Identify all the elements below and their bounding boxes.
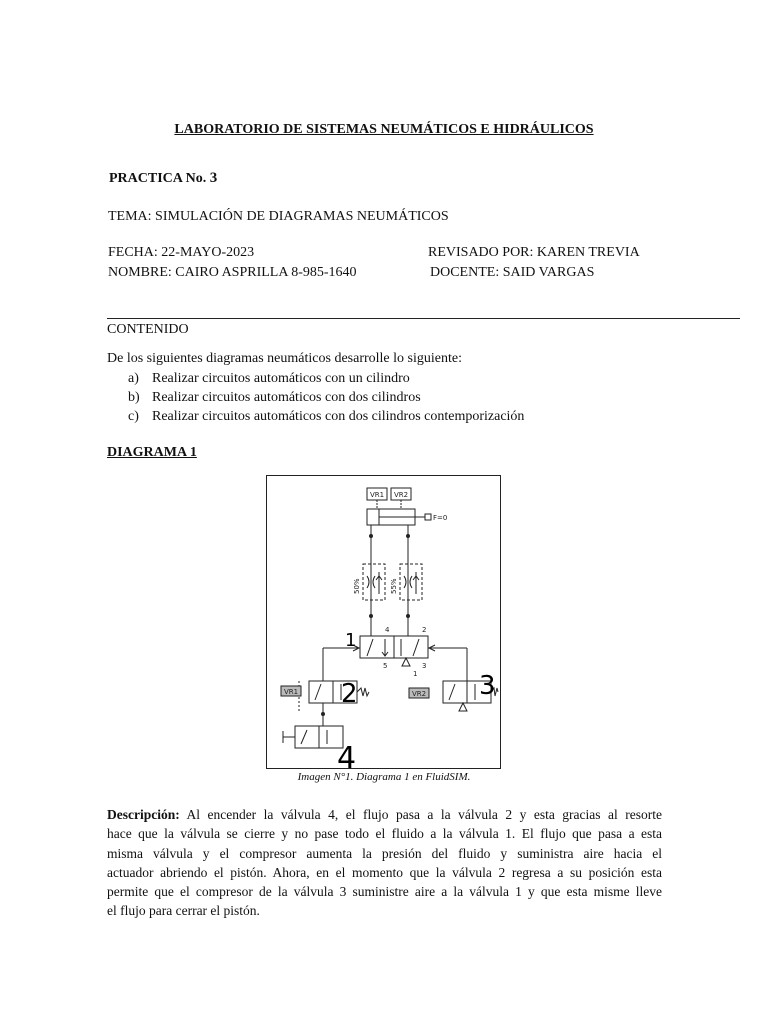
valve-2-sensor-label: VR1 bbox=[284, 688, 299, 696]
handwritten-label-4: 4 bbox=[337, 741, 357, 768]
description-label: Descripción: bbox=[107, 807, 180, 822]
list-item-text: Realizar circuitos automáticos con un cilindro bbox=[152, 371, 410, 386]
port-4-label: 4 bbox=[385, 626, 390, 634]
list-item bbox=[128, 409, 524, 425]
description-paragraph bbox=[107, 805, 662, 921]
name-line: NOMBRE: CAIRO ASPRILLA 8-985-1640 bbox=[108, 265, 357, 280]
handwritten-label-3: 3 bbox=[479, 671, 496, 701]
description-line: actuador abriendo el pistón. Ahora, en el momento que la válvula 2 regresa a su posición esta bbox=[107, 864, 662, 880]
document-title: LABORATORIO DE SISTEMAS NEUMÁTICOS E HIDRÁULICOS bbox=[174, 122, 594, 137]
throttle-left-label: 50% bbox=[353, 578, 361, 594]
flow-control-valve-left bbox=[363, 564, 385, 600]
pneumatic-diagram-figure bbox=[266, 475, 501, 769]
contents-heading: CONTENIDO bbox=[107, 322, 189, 337]
list-item-letter: b) bbox=[128, 390, 140, 405]
practice-label: PRACTICA No. bbox=[109, 171, 207, 186]
port-2-label: 2 bbox=[422, 626, 427, 634]
main-5-2-valve bbox=[360, 636, 428, 658]
double-acting-cylinder bbox=[367, 509, 431, 525]
practice-number: 3 bbox=[209, 170, 218, 186]
description-line: misma válvula y el compresor aumenta la presión del fluido y suministra aire hacia el bbox=[107, 845, 662, 861]
list-item-letter: c) bbox=[128, 409, 139, 424]
description-line: el flujo para cerrar el pistón. bbox=[107, 903, 260, 919]
flow-control-valve-right bbox=[400, 564, 422, 600]
description-line: hace que la válvula se cierre y no pase todo el fluido a la válvula 1. El flujo que pasa a esta bbox=[107, 826, 662, 842]
topic-line: TEMA: SIMULACIÓN DE DIAGRAMAS NEUMÁTICOS bbox=[108, 209, 449, 224]
practice-heading bbox=[109, 170, 217, 187]
list-item bbox=[128, 371, 410, 387]
pneumatic-circuit-diagram bbox=[267, 476, 500, 768]
diagram-heading: DIAGRAMA 1 bbox=[107, 445, 197, 460]
port-5-label: 5 bbox=[383, 662, 388, 670]
figure-caption: Imagen N°1. Diagrama 1 en FluidSIM. bbox=[297, 771, 471, 783]
date-line: FECHA: 22-MAYO-2023 bbox=[108, 245, 255, 260]
description-line: permite que el compresor de la válvula 3 suministre aire a la válvula 1 y que esta misme lleve bbox=[107, 884, 662, 900]
force-label: F=0 bbox=[433, 514, 448, 522]
valve-4-manual bbox=[283, 726, 343, 748]
reviewed-by-line: REVISADO POR: KAREN TREVIA bbox=[428, 245, 640, 260]
teacher-line: DOCENTE: SAID VARGAS bbox=[430, 265, 595, 280]
handwritten-label-2: 2 bbox=[341, 679, 358, 709]
list-item-letter: a) bbox=[128, 371, 139, 386]
throttle-right-label: 55% bbox=[390, 578, 398, 594]
list-item-text: Realizar circuitos automáticos con dos cilindros bbox=[152, 390, 421, 405]
valve-2-roller bbox=[299, 681, 369, 711]
port-1-label: 1 bbox=[413, 670, 418, 678]
valve-3-sensor-label: VR2 bbox=[412, 690, 427, 698]
port-3-label: 3 bbox=[422, 662, 427, 670]
section-divider bbox=[107, 318, 740, 319]
handwritten-label-1: 1 bbox=[345, 630, 357, 651]
description-line: Descripción: Al encender la válvula 4, el flujo pasa a la válvula 2 y esta gracias al resorte bbox=[107, 807, 662, 822]
sensor-vr2-label: VR2 bbox=[394, 491, 409, 499]
contents-intro: De los siguientes diagramas neumáticos desarrolle lo siguiente: bbox=[107, 351, 462, 366]
list-item-text: Realizar circuitos automáticos con dos cilindros contemporización bbox=[152, 409, 525, 424]
sensor-vr1-label: VR1 bbox=[370, 491, 385, 499]
list-item bbox=[128, 390, 421, 406]
